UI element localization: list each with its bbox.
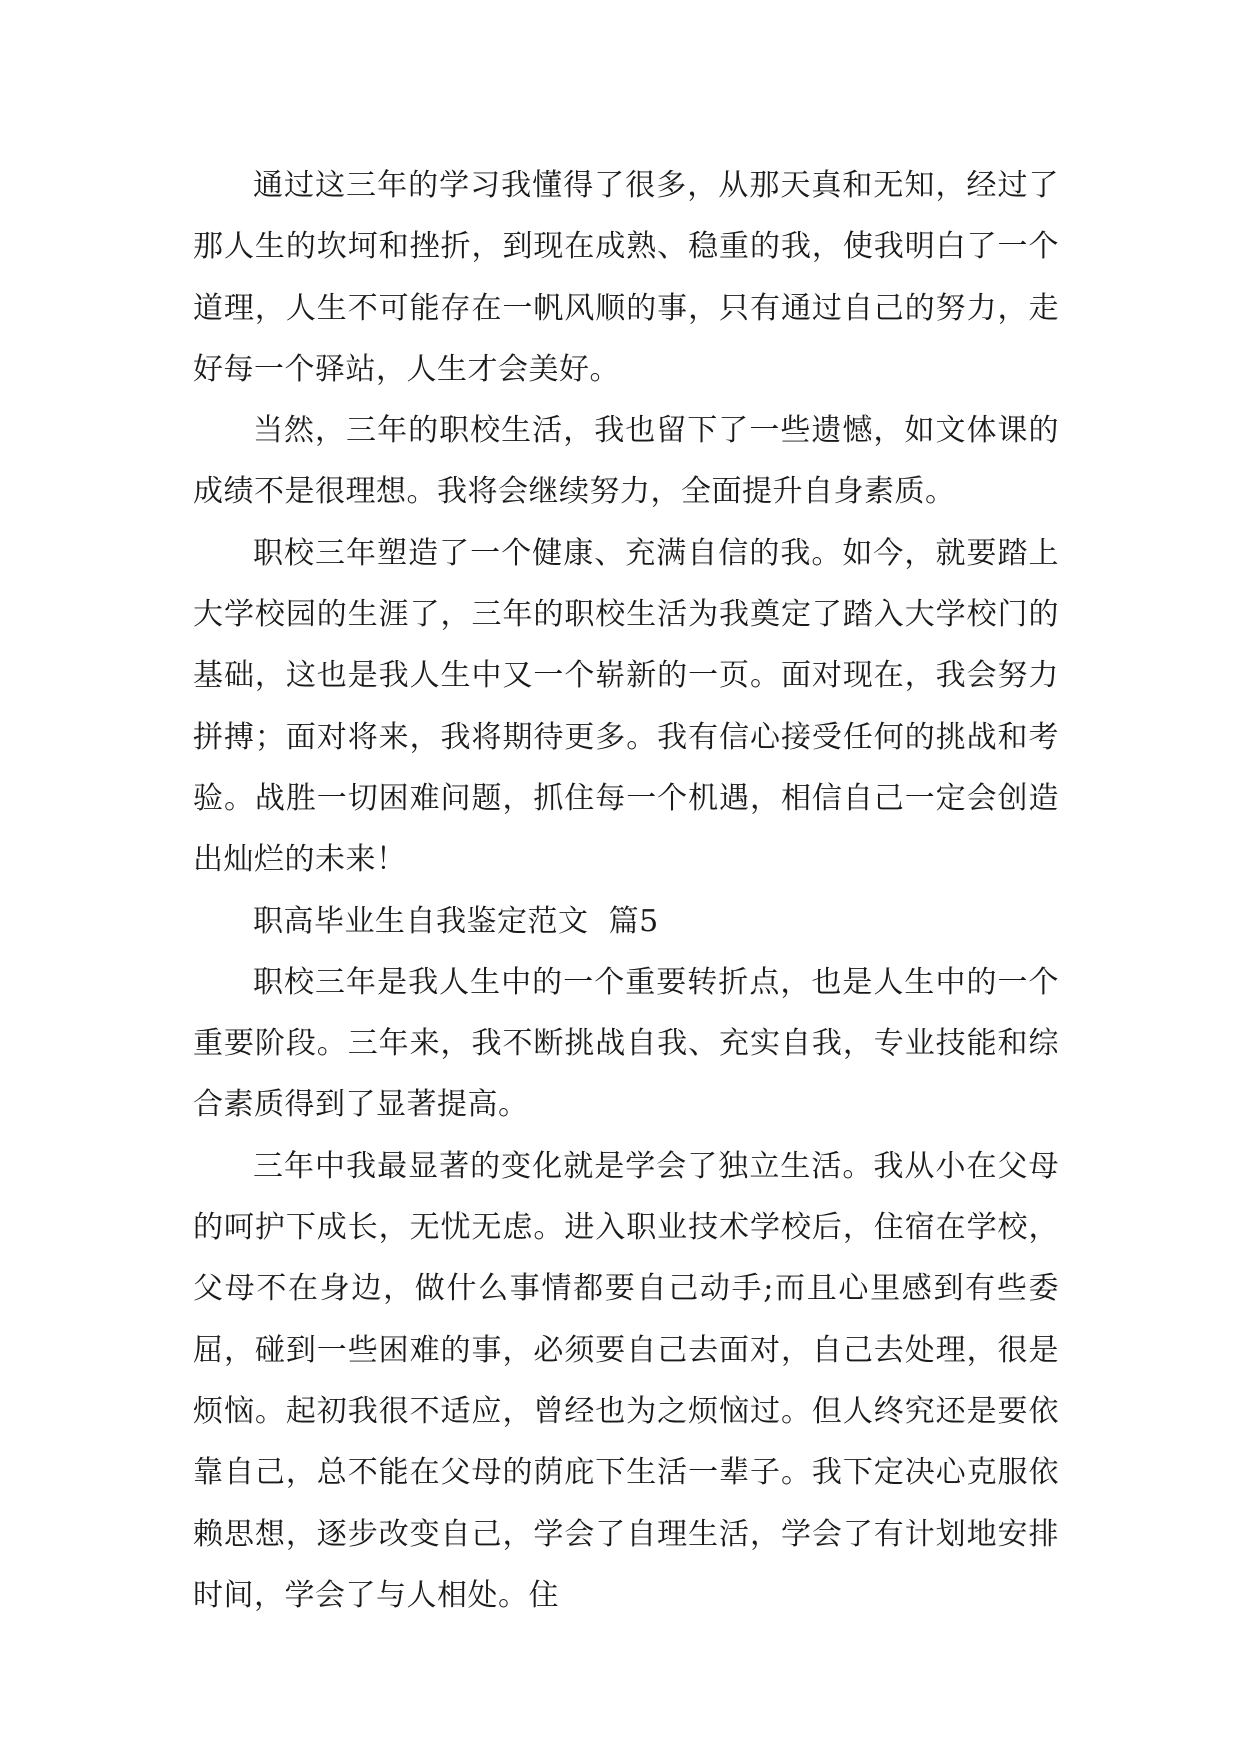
paragraph-study-lessons: 通过这三年的学习我懂得了很多，从那天真和无知，经过了那人生的坎坷和挫折，到现在成熟、稳重的我，使我明白了一个道理，人生不可能存在一帆风顺的事，只有通过自己的努力，走好每一个驿站，人生才会美好。 bbox=[193, 168, 1059, 387]
paragraph-independent-living: 三年中我最显著的变化就是学会了独立生活。我从小在父母的呵护下成长，无忧无虑。进入职业技术学校后，住宿在学校，父母不在身边，做什么事情都要自己动手;而且心里感到有些委屈，碰到一些困难的事，必须要自己去面对，自己去处理，很是烦恼。起初我很不适应，曾经也为之烦恼过。但人终究还是要依靠自己，总不能在父母的荫庇下生活一辈子。我下定决心克服依赖思想，逐步改变自己，学会了自理生活，学会了有计划地安排时间，学会了与人相处。住 bbox=[193, 1148, 1059, 1613]
paragraph-turning-point: 职校三年是我人生中的一个重要转折点，也是人生中的一个重要阶段。三年来，我不断挑战自我、充实自我，专业技能和综合素质得到了显著提高。 bbox=[193, 964, 1059, 1123]
document-body bbox=[193, 155, 1059, 1626]
section-heading: 职高毕业生自我鉴定范文 篇5 bbox=[253, 903, 659, 939]
paragraph-regrets: 当然，三年的职校生活，我也留下了一些遗憾，如文体课的成绩不是很理想。我将会继续努力，全面提升自身素质。 bbox=[193, 413, 1059, 510]
paragraph-future: 职校三年塑造了一个健康、充满自信的我。如今，就要踏上大学校园的生涯了，三年的职校生活为我奠定了踏入大学校门的基础，这也是我人生中又一个崭新的一页。面对现在，我会努力拼搏；面对将来，我将期待更多。我有信心接受任何的挑战和考验。战胜一切困难问题，抓住每一个机遇，相信自己一定会创造出灿烂的未来！ bbox=[193, 535, 1059, 878]
